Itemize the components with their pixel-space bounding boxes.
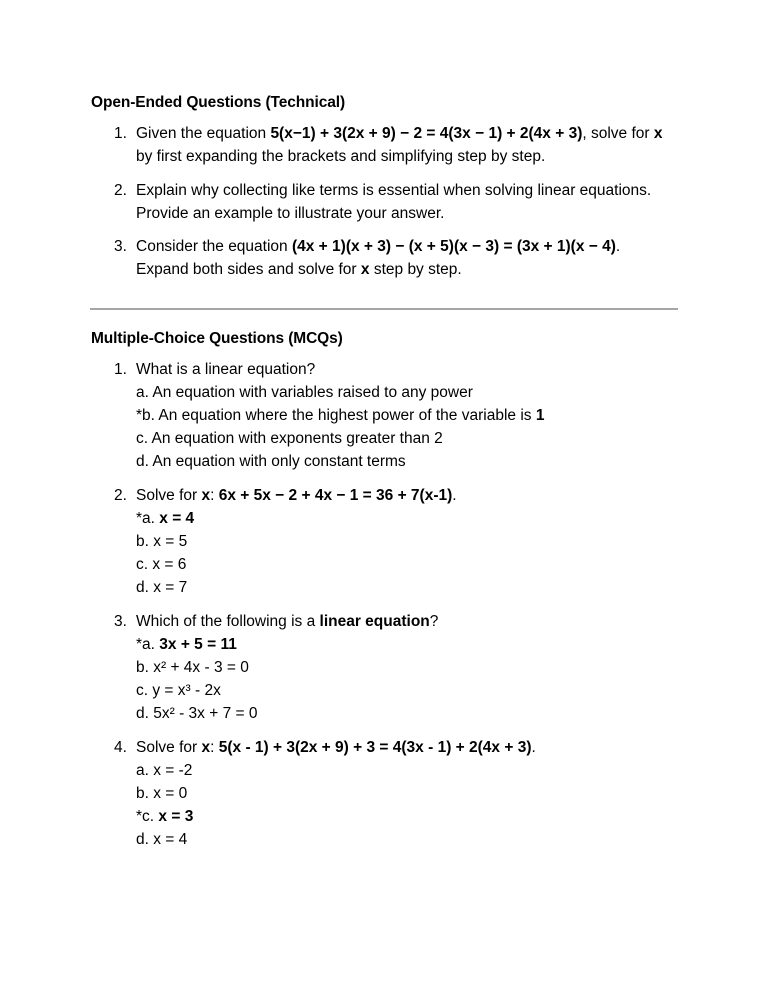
open-question-3 — [114, 235, 684, 281]
question-stem: . — [531, 739, 536, 756]
question-number: 3. — [114, 613, 127, 630]
question-number: 1. — [114, 125, 127, 142]
question-text: . — [615, 238, 621, 255]
open-question-1 — [114, 122, 684, 168]
open-question-2 — [114, 179, 684, 225]
question-stem: ? — [429, 613, 439, 630]
question-stem: : — [210, 739, 219, 756]
option-d[interactable]: d. 5x² - 3x + 7 = 0 — [136, 705, 258, 722]
option-c-correct[interactable] — [136, 805, 684, 828]
question-number: 2. — [114, 182, 127, 199]
question-stem: Which of the following is a — [136, 613, 320, 630]
variable: x — [201, 487, 211, 504]
option-b-correct[interactable] — [136, 404, 684, 427]
question-stem: Solve for — [136, 739, 202, 756]
option-label: *c. — [136, 808, 159, 825]
question-text: by first expanding the brackets and simplifying step by step. — [136, 148, 546, 165]
question-number: 2. — [114, 487, 127, 504]
question-number: 4. — [114, 739, 127, 756]
question-text: Given the equation — [136, 125, 271, 142]
question-stem: Solve for — [136, 487, 202, 504]
option-label: *a. — [136, 636, 160, 653]
mcq-question-2 — [114, 484, 684, 599]
option-answer: x = 3 — [158, 808, 194, 825]
question-number: 3. — [114, 238, 127, 255]
option-a[interactable]: a. An equation with variables raised to any power — [136, 384, 473, 401]
option-d[interactable]: d. x = 7 — [136, 579, 188, 596]
question-text: Provide an example to illustrate your answer. — [136, 205, 445, 222]
option-c[interactable]: c. x = 6 — [136, 556, 187, 573]
emphasis: linear equation — [319, 613, 430, 630]
mcq-question-1 — [114, 358, 684, 473]
option-a-correct[interactable] — [136, 633, 684, 656]
question-text: Expand both sides and solve for — [136, 261, 361, 278]
equation: 5(x - 1) + 3(2x + 9) + 3 = 4(3x - 1) + 2(4x + 3) — [218, 739, 532, 756]
question-stem: What is a linear equation? — [136, 361, 316, 378]
option-b[interactable]: b. x = 5 — [136, 533, 188, 550]
option-b[interactable]: b. x = 0 — [136, 785, 188, 802]
question-text: Consider the equation — [136, 238, 292, 255]
mcq-question-4 — [114, 736, 684, 851]
question-text: step by step. — [369, 261, 462, 278]
option-label: *a. — [136, 510, 160, 527]
question-stem: . — [452, 487, 457, 504]
question-text: , solve for — [582, 125, 654, 142]
option-answer: 3x + 5 = 11 — [159, 636, 237, 653]
question-text: Explain why collecting like terms is essential when solving linear equations. — [136, 182, 652, 199]
question-number: 1. — [114, 361, 127, 378]
option-label: *b. An equation where the highest power of the variable is — [136, 407, 536, 424]
question-stem: : — [210, 487, 219, 504]
mcq-heading: Multiple-Choice Questions (MCQs) — [91, 330, 343, 347]
variable: x — [201, 739, 211, 756]
option-d[interactable]: d. x = 4 — [136, 831, 188, 848]
option-answer: 1 — [535, 407, 545, 424]
equation: 6x + 5x − 2 + 4x − 1 = 36 + 7(x-1) — [218, 487, 453, 504]
equation: (4x + 1)(x + 3) − (x + 5)(x − 3) = (3x + 1)(x − 4) — [291, 238, 616, 255]
section-divider — [90, 308, 678, 310]
option-a-correct[interactable] — [136, 507, 684, 530]
variable: x — [360, 261, 370, 278]
variable: x — [653, 125, 663, 142]
option-d[interactable]: d. An equation with only constant terms — [136, 453, 406, 470]
option-c[interactable]: c. y = x³ - 2x — [136, 682, 221, 699]
option-c[interactable]: c. An equation with exponents greater than 2 — [136, 430, 443, 447]
equation: 5(x−1) + 3(2x + 9) − 2 = 4(3x − 1) + 2(4x + 3) — [270, 125, 583, 142]
option-answer: x = 4 — [159, 510, 195, 527]
option-a[interactable]: a. x = -2 — [136, 762, 193, 779]
mcq-question-3 — [114, 610, 684, 725]
open-ended-heading: Open-Ended Questions (Technical) — [91, 94, 346, 111]
option-b[interactable]: b. x² + 4x - 3 = 0 — [136, 659, 249, 676]
